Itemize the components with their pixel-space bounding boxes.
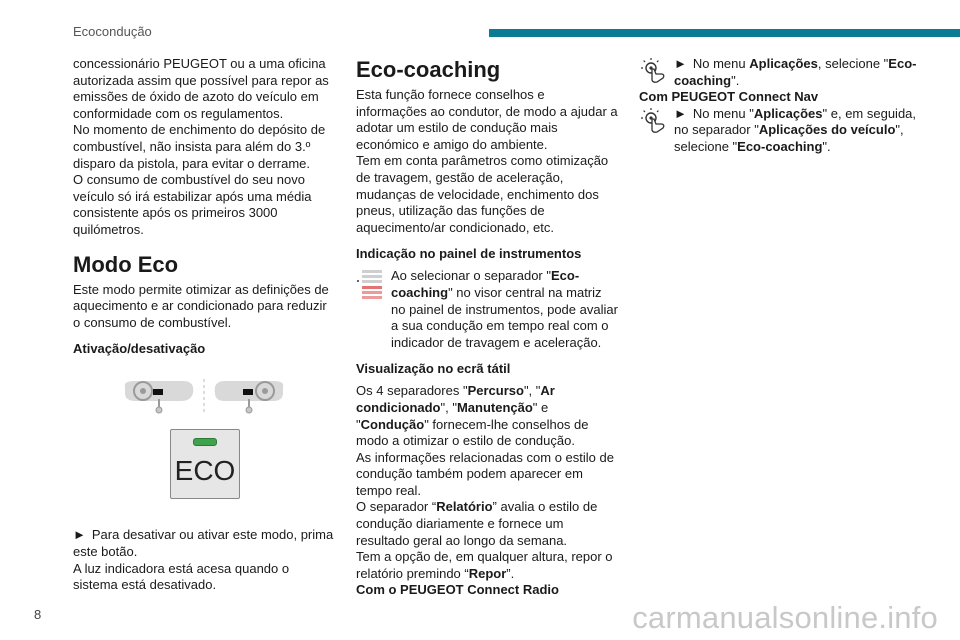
activation-heading: Ativação/desativação xyxy=(73,341,206,357)
column-right xyxy=(639,56,919,156)
nav-post: ". xyxy=(822,138,831,154)
eco-button-label: ECO xyxy=(174,455,236,487)
eco-indicator-note: A luz indicadora está acesa quando o sistema está desativado. xyxy=(73,560,290,593)
nav-instruction xyxy=(639,106,919,156)
intro-paragraph-1: concessionário PEUGEOT ou a uma oficina autorizada assim que possível para repor as emissões de óxido de azoto do veículo em conformidade com os regulamentos. xyxy=(73,56,329,121)
nav-heading-text: Com PEUGEOT Connect Nav xyxy=(639,89,819,105)
touch-post: " fornecem-lhe conselhos de modo a otimizar o estilo de condução. xyxy=(356,416,589,449)
section-title: Ecocondução xyxy=(73,24,152,39)
eco-coaching-intro: Esta função fornece conselhos e informações ao condutor, de modo a ajudar a adotar um estilo de condução mais económico e amigo do ambiente. xyxy=(356,87,618,152)
tab-ar-condicionado: Ar condicionado xyxy=(356,383,555,415)
panel-heading: Indicação no painel de instrumentos xyxy=(356,246,582,262)
steering-wheel-icon xyxy=(73,377,335,417)
eco-instruction xyxy=(73,527,335,560)
tab-manutencao: Manutenção xyxy=(456,399,533,415)
radio-aplicacoes: Aplicações xyxy=(749,56,818,71)
intro-paragraph-2: No momento de enchimento do depósito de combustível, não insista para além do 3.º disparo da pistola, para evitar o derrame. xyxy=(73,122,326,171)
report-pre: O separador “ xyxy=(356,499,437,515)
touch-sep3: " e " xyxy=(356,399,549,432)
bullet-arrow-icon: ► xyxy=(674,105,687,121)
radio-instruction xyxy=(639,56,919,89)
reset-pre: Tem a opção de, em qualquer altura, repor o relatório premindo “ xyxy=(356,549,613,581)
touch-heading: Visualização no ecrã tátil xyxy=(356,361,511,377)
modo-eco-description: Este modo permite otimizar as definições de aquecimento e ar condicionado para reduzir o consumo de combustível. xyxy=(73,281,329,330)
panel-instruction xyxy=(356,268,618,351)
nav-mid2: ", selecione " xyxy=(674,122,904,154)
nav-mid: " e, em seguida, no separador " xyxy=(674,105,917,138)
touch-sep1: ", " xyxy=(523,383,541,399)
modo-eco-heading: Modo Eco xyxy=(73,251,179,277)
tab-percurso: Percurso xyxy=(467,383,524,399)
radio-heading xyxy=(356,582,618,599)
eco-coaching-params: Tem em conta parâmetros como otimização de travagem, gestão de aceleração, mudanças de velocidade, enchimento dos pneus, utilização das funções de aquecimento/ar condicionado, etc. xyxy=(356,153,609,235)
eco-button[interactable] xyxy=(170,429,240,499)
panel-post: " no visor central na matriz no painel de instrumentos, pode avaliar a sua condução em tempo real com o indicador de travagem e aceleração. xyxy=(391,284,618,350)
header-accent-bar xyxy=(489,29,960,37)
eco-instruction-text: Para desativar ou ativar este modo, prima este botão. xyxy=(73,527,334,559)
report-post: ” avalia o estilo de condução diariamente e fornece um resultado geral ao longo da semana. xyxy=(356,499,598,548)
eco-indicator-led xyxy=(193,438,217,446)
touch-sep2: ", " xyxy=(440,399,457,415)
radio-eco-coaching: Eco-coaching xyxy=(674,56,917,88)
bullet-arrow-icon: ► xyxy=(674,56,687,71)
report-relatorio: Relatório xyxy=(436,499,493,515)
radio-pre: No menu xyxy=(692,56,750,71)
nav-heading xyxy=(639,89,919,106)
reset-post: ”. xyxy=(506,565,515,581)
realtime-paragraph: As informações relacionadas com o estilo de condução também podem aparecer em tempo real. xyxy=(356,449,614,498)
panel-pre: Ao selecionar o separador " xyxy=(391,268,551,284)
eco-button-figure xyxy=(73,377,335,515)
touch-press-icon xyxy=(639,106,674,156)
intro-paragraph-3: O consumo de combustível do seu novo veículo só irá estabilizar após uma média consistente após os primeiros 3000 quilómetros. xyxy=(73,172,312,237)
watermark: carmanualsonline.info xyxy=(632,600,938,635)
bullet-arrow-icon: ► xyxy=(73,527,86,543)
tab-conducao: Condução xyxy=(360,416,425,432)
instrument-matrix-icon xyxy=(356,268,391,351)
reset-repor: Repor xyxy=(468,565,507,581)
touch-press-icon xyxy=(639,56,674,89)
eco-coaching-heading: Eco-coaching xyxy=(356,57,501,82)
column-left xyxy=(73,56,335,594)
report-paragraph xyxy=(356,499,618,549)
radio-mid: , selecione " xyxy=(817,56,889,71)
panel-eco-coaching: Eco-coaching xyxy=(391,268,580,300)
nav-pre: No menu " xyxy=(692,105,754,121)
column-middle xyxy=(356,56,618,599)
page-number: 8 xyxy=(34,607,42,622)
nav-aplicacoes-veiculo: Aplicações do veículo xyxy=(758,122,896,138)
nav-aplicacoes: Aplicações xyxy=(753,105,823,121)
radio-post: ". xyxy=(731,72,740,88)
touch-pre: Os 4 separadores " xyxy=(356,383,468,399)
radio-heading-text: Com o PEUGEOT Connect Radio xyxy=(356,582,559,598)
touch-tabs-paragraph xyxy=(356,383,618,449)
nav-eco-coaching: Eco-coaching xyxy=(737,138,823,154)
reset-paragraph xyxy=(356,549,618,582)
